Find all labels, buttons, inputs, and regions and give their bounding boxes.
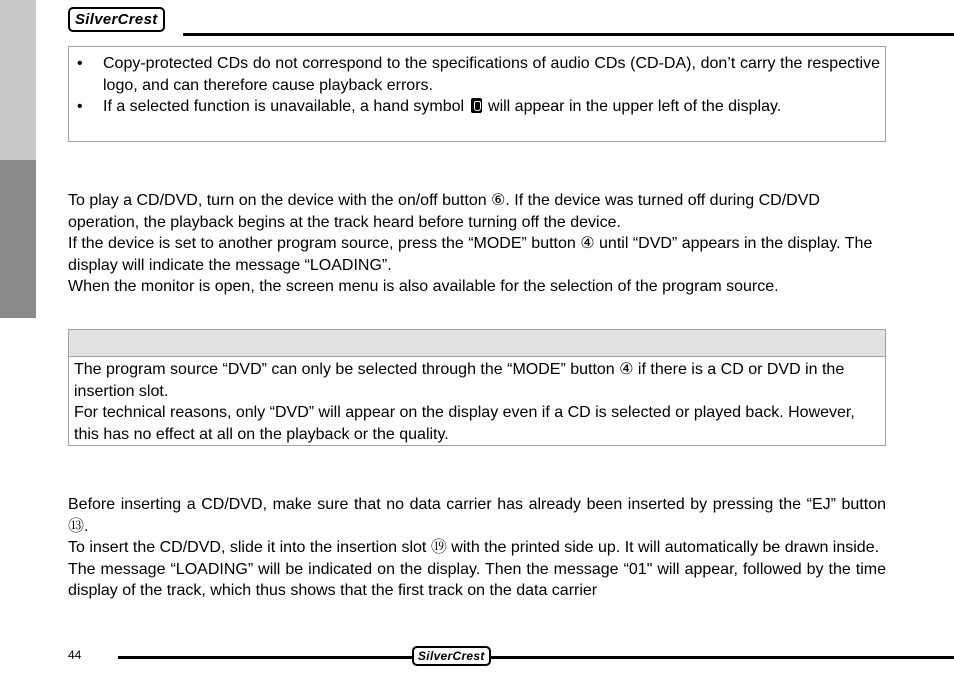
paragraph: The message “LOADING” will be indicated on the display. Then the message “01" will appear, followed by the time display of the track, which thus shows that the first track on the data carrier [68, 560, 886, 599]
paragraph: For technical reasons, only “DVD” will appear on the display even if a CD is selected or played back. However, this has no effect at all on the playback or the quality. [74, 404, 855, 443]
bullet-text-after: will appear in the upper left of the display. [483, 98, 782, 115]
paragraph: To play a CD/DVD, turn on the device with the on/off button ⑥. If the device was turned off during CD/DVD operation, the playback begins at the track heard before turning off the device. [68, 192, 820, 231]
paragraph: The program source “DVD” can only be selected through the “MODE” button ④ if there is a CD or DVD in the insertion slot. [74, 361, 845, 400]
bullet-item-copy-protected [69, 53, 880, 96]
brand-logo-header: SilverCrest [68, 7, 165, 32]
note-body [69, 357, 885, 445]
note-header-bar [69, 330, 885, 357]
side-tab-light [0, 0, 36, 160]
page-number: 44 [68, 648, 82, 662]
bullet-item-hand-symbol [69, 96, 880, 118]
note-box-dvd-source [68, 329, 886, 446]
header-rule [183, 33, 954, 36]
bullet-list [69, 53, 880, 118]
paragraph: To insert the CD/DVD, slide it into the insertion slot ⑲ with the printed side up. It will automatically be drawn inside. [68, 539, 880, 556]
bullet-text: Copy-protected CDs do not correspond to the specifications of audio CDs (CD-DA), don’t carry the respective logo, and can therefore cause playback errors. [103, 55, 880, 94]
bullet-text-before: If a selected function is unavailable, a hand symbol [103, 98, 469, 115]
section-play-cd-dvd [68, 190, 886, 298]
paragraph: If the device is set to another program source, press the “MODE” button ④ until “DVD” appears in the display. The display will indicate the message “LOADING”. [68, 235, 873, 274]
section-insert-cd-dvd [68, 494, 886, 602]
brand-logo-footer: SilverCrest [412, 646, 491, 666]
side-tab-dark [0, 160, 36, 318]
footer-rule [118, 656, 954, 659]
note-box-bullets [68, 46, 886, 142]
paragraph: Before inserting a CD/DVD, make sure that no data carrier has already been inserted by pressing the “EJ” button ⑬. [68, 496, 886, 535]
paragraph: When the monitor is open, the screen menu is also available for the selection of the program source. [68, 278, 779, 295]
hand-icon [471, 98, 482, 113]
